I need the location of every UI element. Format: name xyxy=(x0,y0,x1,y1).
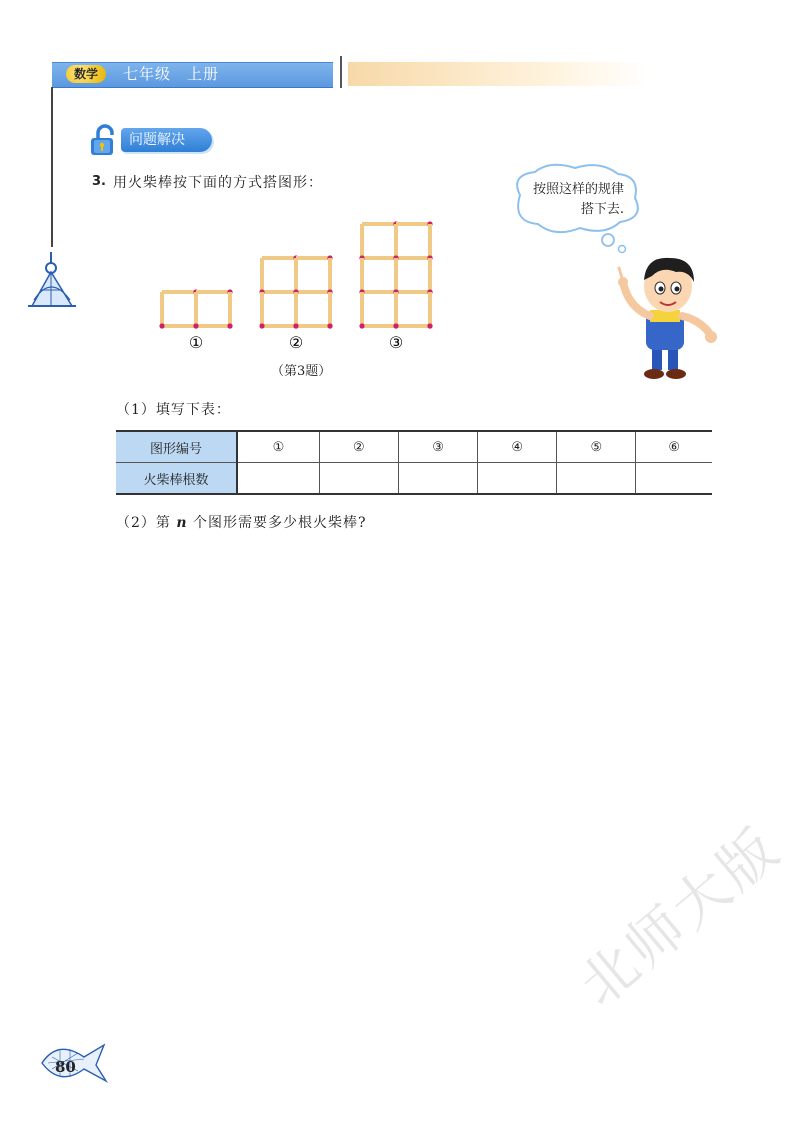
table-cell: ③ xyxy=(398,431,477,463)
match-head xyxy=(327,323,332,328)
section-title: 问题解决 xyxy=(121,128,212,152)
table-cell: ① xyxy=(237,431,319,463)
part2-prompt xyxy=(116,512,367,532)
match-head xyxy=(359,323,364,328)
answer-cell[interactable] xyxy=(237,463,319,495)
table-cell: ⑤ xyxy=(557,431,636,463)
part2-prefix: （2）第 xyxy=(116,515,171,531)
subject-badge: 数学 xyxy=(66,65,106,83)
row-header-figure-number: 图形编号 xyxy=(116,431,237,463)
answer-cell[interactable] xyxy=(398,463,477,495)
lock-icon xyxy=(88,124,122,158)
header-title: 七年级 上册 xyxy=(123,65,220,83)
header-decoration xyxy=(348,62,648,86)
match-head xyxy=(227,323,232,328)
page-number: 80 xyxy=(55,1058,76,1076)
figure-label: ① xyxy=(188,333,204,352)
answer-table xyxy=(116,430,712,495)
bubble-text: 按照这样的规律搭下去. xyxy=(532,182,624,217)
row-header-match-count: 火柴棒根数 xyxy=(116,463,237,495)
part1-prompt: （1）填写下表： xyxy=(116,402,231,418)
match-head xyxy=(159,323,164,328)
figure-label: ② xyxy=(288,333,304,352)
table-row xyxy=(116,431,712,463)
part2-suffix: 个图形需要多少根火柴棒? xyxy=(193,515,367,531)
answer-cell[interactable] xyxy=(478,463,557,495)
variable-n: n xyxy=(176,515,188,531)
match-head xyxy=(293,323,298,328)
matchstick-figures xyxy=(150,212,450,357)
answer-cell[interactable] xyxy=(557,463,636,495)
question-text: 用火柴棒按下面的方式搭图形： xyxy=(113,175,323,191)
table-cell: ② xyxy=(319,431,398,463)
table-cell: ⑥ xyxy=(636,431,712,463)
match-head xyxy=(427,323,432,328)
question-number: 3. xyxy=(92,174,106,189)
header-separator xyxy=(340,56,342,88)
match-head xyxy=(393,323,398,328)
table-row xyxy=(116,463,712,495)
figure-caption: （第3题） xyxy=(271,364,332,379)
match-head xyxy=(259,323,264,328)
answer-cell[interactable] xyxy=(636,463,712,495)
margin-rule xyxy=(51,87,53,247)
answer-cell[interactable] xyxy=(319,463,398,495)
table-cell: ④ xyxy=(478,431,557,463)
match-head xyxy=(193,323,198,328)
publisher-watermark: 北师大版 xyxy=(567,814,794,1019)
cartoon-boy-illustration xyxy=(610,250,720,385)
figure-label: ③ xyxy=(388,333,404,352)
tower-icon xyxy=(26,250,78,310)
